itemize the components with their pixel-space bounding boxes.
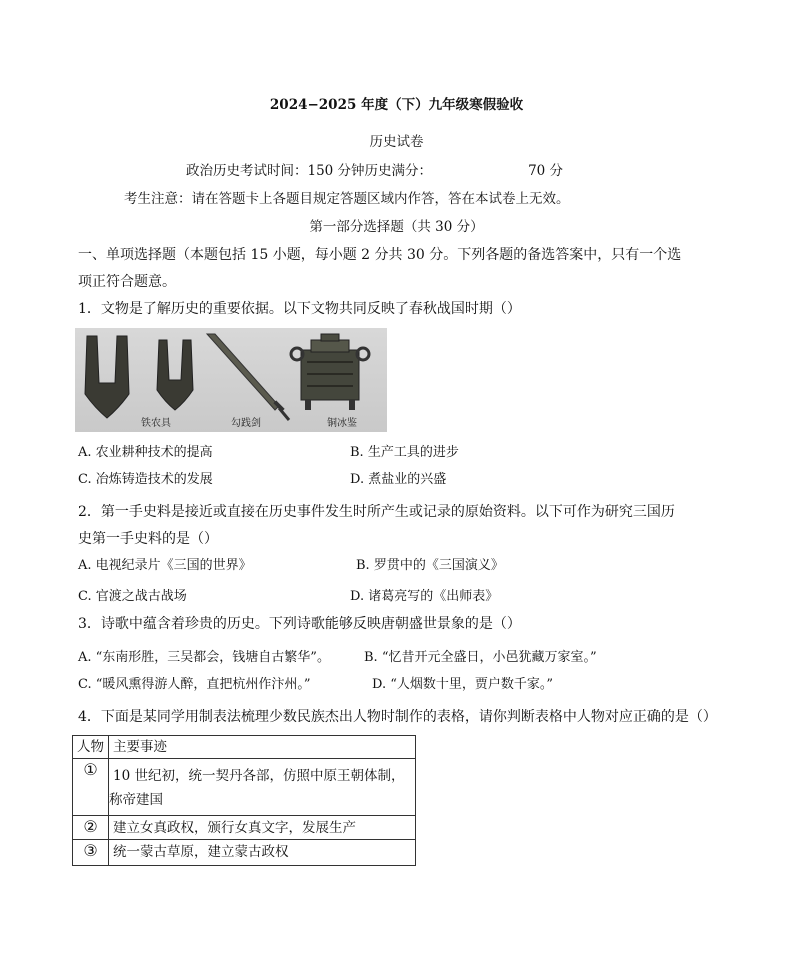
table-cell-deeds: 建立女真政权，颁行女真文字，发展生产 [109, 816, 416, 840]
table-header-row [73, 736, 416, 759]
q2-option-b: B. 罗贯中的《三国演义》 [356, 558, 504, 573]
caption-sword: 勾践剑 [231, 418, 261, 429]
sword-icon [207, 334, 279, 410]
caption-bronze-vessel: 铜冰鉴 [327, 418, 357, 429]
question-4-stem: 4．下面是某同学用制表法梳理少数民族杰出人物时制作的表格，请你判断表格中人物对应正确的是（） [78, 709, 717, 725]
table-cell-deeds-line2: 称帝建国 [109, 792, 163, 808]
artifact-photo [75, 328, 387, 432]
exam-subject: 历史试卷 [369, 134, 424, 150]
table-row [73, 816, 416, 840]
section-intro-line2: 项正符合题意。 [78, 274, 176, 290]
table-header-person: 人物 [73, 736, 109, 759]
iron-tool-icon [85, 336, 129, 418]
q1-option-d: D. 煮盐业的兴盛 [350, 472, 447, 487]
question-3-stem: 3．诗歌中蕴含着珍贵的历史。下列诗歌能够反映唐朝盛世景象的是（） [78, 616, 521, 632]
part-heading: 第一部分选择题（共 30 分） [309, 219, 484, 235]
table-header-deeds: 主要事迹 [109, 736, 416, 759]
section-intro-line1: 一、单项选择题（本题包括 15 小题，每小题 2 分共 30 分。下列各题的备选答案中，只有一个选 [78, 247, 682, 263]
question-4-table [72, 735, 416, 866]
q2-option-c: C. 官渡之战古战场 [78, 589, 187, 604]
table-row [73, 759, 416, 816]
q3-option-b: B. “忆昔开元全盛日，小邑犹藏万家室。” [364, 650, 597, 665]
q3-option-d: D. “人烟数十里，贾户数千家。” [372, 677, 554, 692]
bronze-vessel-icon [291, 334, 369, 410]
q2-option-d: D. 诸葛亮写的《出师表》 [350, 589, 499, 604]
table-cell-deeds [109, 759, 416, 816]
exam-notice: 考生注意：请在答题卡上各题目规定答题区域内作答，答在本试卷上无效。 [124, 191, 570, 207]
q2-option-a: A. 电视纪录片《三国的世界》 [78, 558, 252, 573]
q3-option-a: A. “东南形胜，三吴都会，钱塘自古繁华”。 [78, 650, 330, 665]
exam-info [186, 162, 563, 180]
q1-option-c: C. 冶炼铸造技术的发展 [78, 472, 213, 487]
q1-option-a: A. 农业耕种技术的提高 [78, 445, 213, 460]
question-1-stem: 1．文物是了解历史的重要依据。以下文物共同反映了春秋战国时期（） [78, 301, 521, 317]
table-cell-person: ③ [73, 840, 109, 866]
table-cell-deeds-line1: 10 世纪初，统一契丹各部，仿照中原王朝体制， [113, 768, 405, 784]
exam-title: 2024−2025 年度（下）九年级寒假验收 [269, 97, 524, 113]
q1-option-b: B. 生产工具的进步 [350, 445, 459, 460]
table-cell-person: ① [73, 759, 109, 816]
question-2-stem-line2: 史第一手史料的是（） [78, 531, 218, 547]
iron-tool-icon [157, 340, 193, 410]
q3-option-c: C. “暖风熏得游人醉，直把杭州作汴州。” [78, 677, 311, 692]
question-2-stem-line1: 2．第一手史料是接近或直接在历史事件发生时所产生或记录的原始资料。以下可作为研究三国历 [78, 504, 675, 520]
table-row [73, 840, 416, 866]
caption-iron-tools: 铁农具 [141, 418, 171, 429]
table-cell-person: ② [73, 816, 109, 840]
exam-time-text: 政治历史考试时间：150 分钟历史满分： [186, 163, 433, 179]
table-cell-deeds: 统一蒙古草原，建立蒙古政权 [109, 840, 416, 866]
full-score: 70 分 [528, 163, 564, 179]
